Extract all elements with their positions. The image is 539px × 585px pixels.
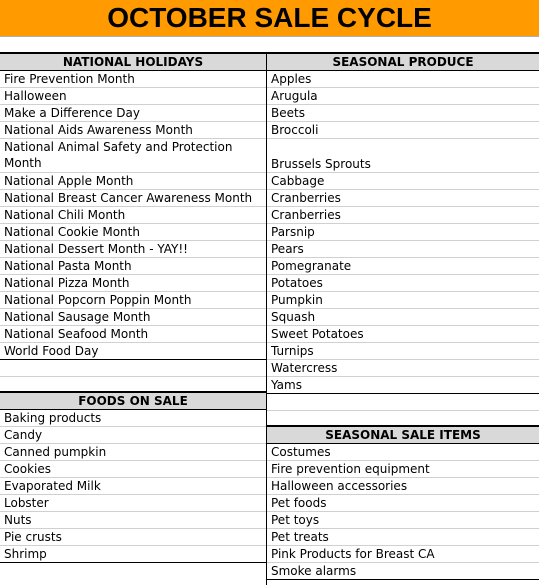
blank-row	[0, 37, 539, 53]
food-item: Canned pumpkin	[0, 444, 266, 461]
food-item: Nuts	[0, 512, 266, 529]
holiday-item: Make a Difference Day	[0, 105, 266, 122]
holiday-item: Fire Prevention Month	[0, 71, 266, 88]
sale-item: Pet treats	[267, 529, 539, 546]
holiday-item: National Apple Month	[0, 173, 266, 190]
produce-item	[267, 139, 539, 173]
produce-item-label: Brussels Sprouts	[271, 157, 371, 171]
produce-item: Apples	[267, 71, 539, 88]
produce-item: Pears	[267, 241, 539, 258]
food-item: Lobster	[0, 495, 266, 512]
sale-item: Pet foods	[267, 495, 539, 512]
produce-item: Parsnip	[267, 224, 539, 241]
seasonal-sale-items-header: SEASONAL SALE ITEMS	[267, 425, 539, 444]
produce-item: Squash	[267, 309, 539, 326]
national-holidays-section	[0, 52, 266, 394]
national-holidays-header: NATIONAL HOLIDAYS	[0, 52, 266, 71]
holiday-item: National Cookie Month	[0, 224, 266, 241]
food-item: Shrimp	[0, 546, 266, 563]
food-item: Pie crusts	[0, 529, 266, 546]
produce-item: Cranberries	[267, 207, 539, 224]
produce-item: Cabbage	[267, 173, 539, 190]
produce-item: Cranberries	[267, 190, 539, 207]
foods-on-sale-header: FOODS ON SALE	[0, 391, 266, 410]
produce-item: Watercress	[267, 360, 539, 377]
holiday-item: National Animal Safety and Protection Month	[0, 139, 266, 173]
food-item: Evaporated Milk	[0, 478, 266, 495]
sale-item: Pet toys	[267, 512, 539, 529]
holiday-item: National Sausage Month	[0, 309, 266, 326]
produce-item: Potatoes	[267, 275, 539, 292]
holiday-item: National Aids Awareness Month	[0, 122, 266, 139]
sale-item: Smoke alarms	[267, 563, 539, 580]
sale-item: Costumes	[267, 444, 539, 461]
foods-on-sale-section	[0, 391, 266, 563]
empty-cell	[0, 360, 266, 377]
produce-item: Arugula	[267, 88, 539, 105]
holiday-item: National Seafood Month	[0, 326, 266, 343]
food-item: Candy	[0, 427, 266, 444]
holiday-item: National Chili Month	[0, 207, 266, 224]
sale-item: Pink Products for Breast CA	[267, 546, 539, 563]
holiday-item: National Dessert Month - YAY!!	[0, 241, 266, 258]
holiday-item: World Food Day	[0, 343, 266, 360]
holiday-item: National Popcorn Poppin Month	[0, 292, 266, 309]
seasonal-sale-items-section	[267, 425, 539, 580]
produce-item: Pumpkin	[267, 292, 539, 309]
page-title: OCTOBER SALE CYCLE	[0, 0, 539, 37]
seasonal-produce-section	[267, 52, 539, 428]
produce-item: Broccoli	[267, 122, 539, 139]
food-item: Cookies	[0, 461, 266, 478]
seasonal-produce-header: SEASONAL PRODUCE	[267, 52, 539, 71]
holiday-item: National Breast Cancer Awareness Month	[0, 190, 266, 207]
produce-item: Pomegranate	[267, 258, 539, 275]
produce-item: Sweet Potatoes	[267, 326, 539, 343]
produce-item: Turnips	[267, 343, 539, 360]
produce-item: Beets	[267, 105, 539, 122]
holiday-item: National Pizza Month	[0, 275, 266, 292]
food-item: Baking products	[0, 410, 266, 427]
holiday-item: National Pasta Month	[0, 258, 266, 275]
produce-item: Yams	[267, 377, 539, 394]
empty-cell	[267, 394, 539, 411]
sale-item: Fire prevention equipment	[267, 461, 539, 478]
holiday-item: Halloween	[0, 88, 266, 105]
sale-item: Halloween accessories	[267, 478, 539, 495]
